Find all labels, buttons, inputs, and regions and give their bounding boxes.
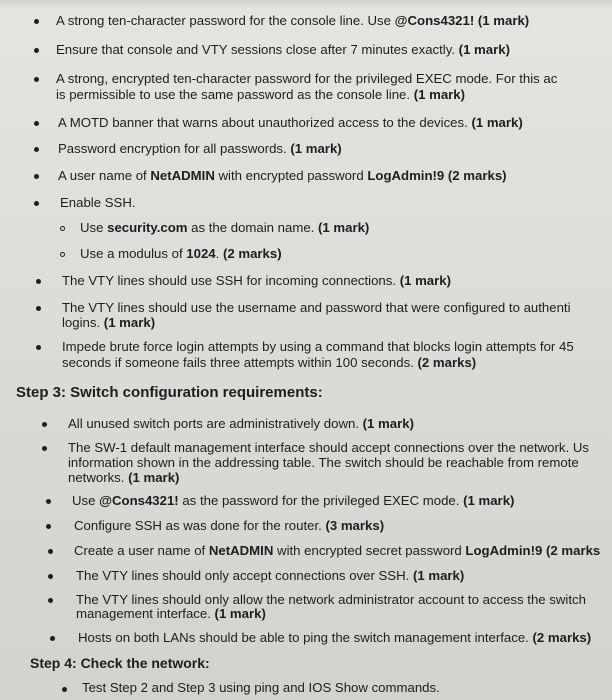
- bullet-icon: [34, 48, 39, 53]
- item-bold: security.com: [107, 220, 188, 235]
- step3-heading: Step 3: Switch configuration requirements:: [16, 384, 323, 401]
- item-text-line2: seconds if someone fails three attempts within 100 seconds.: [62, 355, 418, 370]
- item-mark: (1 mark): [103, 315, 156, 330]
- sub-bullet-icon: [60, 226, 65, 231]
- bullet-icon: [36, 279, 41, 284]
- item-mark: (2 marks): [444, 168, 507, 183]
- item-bold: @Cons4321!: [99, 493, 179, 508]
- bullet-icon: [46, 524, 51, 529]
- bullet-icon: [36, 345, 41, 350]
- item-mark: (1 mark): [399, 273, 451, 288]
- item-mark: (1 mark): [474, 13, 530, 28]
- item-text: The VTY lines should use the username and password that were configured to authenti: [62, 300, 571, 315]
- item-mark: (1 mark): [128, 470, 180, 485]
- bullet-icon: [34, 77, 39, 82]
- step4-heading: Step 4: Check the network:: [30, 655, 210, 671]
- item-text-mid: .: [215, 246, 223, 261]
- bullet-icon: [42, 446, 47, 451]
- item-text: Create a user name of: [74, 543, 209, 558]
- bullet-icon: [34, 147, 39, 152]
- item-text: A strong ten-character password for the console line. Use: [56, 13, 395, 28]
- item-mark: (1 mark): [290, 141, 342, 156]
- item-text-mid: with encrypted password: [214, 168, 368, 183]
- item-mark: (2 marks): [222, 246, 282, 261]
- item-text: Use a modulus of: [80, 246, 187, 261]
- item-bold: NetADMIN: [150, 168, 215, 183]
- item-mark: (3 marks): [325, 518, 385, 533]
- item-mark: (1 mark): [413, 87, 466, 102]
- item-mark: (1 mark): [458, 42, 510, 57]
- bullet-icon: [34, 121, 39, 126]
- item-text-line3: networks.: [68, 470, 129, 485]
- bullet-icon: [48, 574, 53, 579]
- item-mark: (1 mark): [214, 606, 266, 621]
- bullet-icon: [62, 687, 67, 692]
- item-text: The VTY lines should only accept connections over SSH.: [76, 568, 413, 583]
- item-text: Ensure that console and VTY sessions close after 7 minutes exactly.: [56, 42, 459, 57]
- item-mark: (1 mark): [412, 568, 465, 583]
- item-text-mid: with encrypted secret password: [273, 543, 466, 558]
- item-text: Use: [72, 493, 100, 508]
- sub-bullet-icon: [60, 252, 65, 257]
- item-text-mid: as the domain name.: [187, 220, 318, 235]
- item-mark: (1 mark): [471, 115, 523, 130]
- item-bold: 1024: [186, 246, 216, 261]
- item-text: Hosts on both LANs should be able to ping the switch management interface.: [78, 630, 533, 645]
- item-text: Test Step 2 and Step 3 using ping and IOS Show commands.: [82, 680, 440, 695]
- item-text: Use: [80, 220, 108, 235]
- item-bold: @Cons4321!: [394, 13, 475, 28]
- bullet-icon: [48, 598, 53, 603]
- item-mark: (1 mark): [362, 416, 414, 431]
- bullet-icon: [34, 201, 39, 206]
- item-text: A user name of: [58, 168, 151, 183]
- item-text: Enable SSH.: [60, 195, 136, 210]
- item-text-line2: management interface.: [76, 606, 215, 621]
- item-text: The VTY lines should only allow the network administrator account to access the switch: [76, 592, 586, 607]
- item-mark: (1 mark): [318, 220, 370, 235]
- item-mark: (2 marks: [542, 543, 601, 558]
- item-text-line2: is permissible to use the same password as the console line.: [56, 87, 414, 102]
- item-text-line2: logins.: [62, 315, 104, 330]
- bullet-icon: [42, 422, 47, 427]
- item-mark: (1 mark): [463, 493, 515, 508]
- item-bold: NetADMIN: [208, 543, 274, 558]
- bullet-icon: [36, 306, 41, 311]
- page-top-edge: [0, 0, 612, 8]
- item-text: Impede brute force login attempts by using a command that blocks login attempts for 45: [62, 339, 574, 354]
- bullet-icon: [50, 636, 55, 641]
- item-text-mid: as the password for the privileged EXEC mode.: [178, 493, 464, 508]
- item-bold-password: LogAdmin!9: [367, 168, 445, 183]
- item-text: The SW-1 default management interface should accept connections over the network. Us: [68, 440, 589, 455]
- bullet-icon: [34, 19, 39, 24]
- item-text: A strong, encrypted ten-character password for the privileged EXEC mode. For this ac: [56, 71, 558, 86]
- item-text: The VTY lines should use SSH for incoming connections.: [62, 273, 400, 288]
- bullet-icon: [48, 549, 53, 554]
- item-mark: (2 marks): [532, 630, 592, 645]
- item-text: Configure SSH as was done for the router.: [74, 518, 326, 533]
- item-text-line2: information shown in the addressing table. The switch should be reachable from remote: [68, 455, 579, 470]
- item-text: All unused switch ports are administratively down.: [68, 416, 363, 431]
- item-mark: (2 marks): [417, 355, 477, 370]
- item-bold-password: LogAdmin!9: [465, 543, 543, 558]
- item-text: A MOTD banner that warns about unauthorized access to the devices.: [58, 115, 472, 130]
- item-text: Password encryption for all passwords.: [58, 141, 291, 156]
- bullet-icon: [34, 174, 39, 179]
- bullet-icon: [46, 499, 51, 504]
